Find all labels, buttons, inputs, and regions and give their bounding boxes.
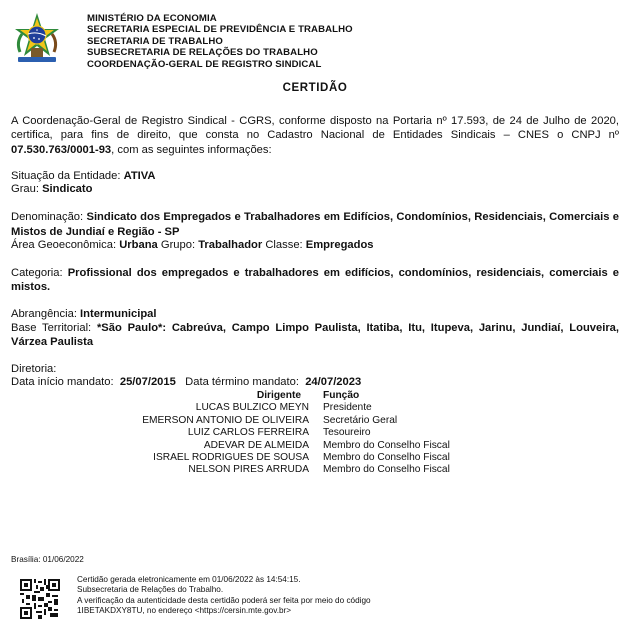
base-paragraph — [11, 321, 619, 350]
grau-line — [11, 183, 92, 197]
footer-line-gerada: Certidão gerada eletronicamente em 01/06/2022 às 14:54:15. — [77, 575, 301, 584]
mandato-line — [11, 376, 361, 390]
table-row — [11, 427, 450, 439]
place-date: Brasília: 01/06/2022 — [11, 555, 84, 564]
classe-label: Classe: — [265, 239, 303, 251]
classe-value: Empregados — [305, 239, 374, 251]
table-row — [11, 452, 450, 464]
diretoria-table — [11, 390, 450, 477]
grau-label: Grau: — [11, 183, 39, 195]
denominacao-label: Denominação: — [11, 211, 84, 223]
footer-line-verificacao: A verificação da autenticidade desta certidão poderá ser feita por meio do código — [77, 595, 371, 605]
footer-line-codigo: 1IBETAKDXY8TU, no endereço <https://cersin.mte.gov.br> — [77, 606, 292, 616]
abrangencia-value: Intermunicipal — [80, 308, 157, 320]
header-block — [87, 13, 353, 70]
brasao-emblem — [12, 12, 62, 64]
table-row — [11, 415, 450, 427]
intro-tail: , com as seguintes informações: — [111, 143, 272, 156]
dirigente-name: LUCAS BULZICO MEYN — [195, 402, 309, 414]
cnpj-value: 07.530.763/0001-93 — [11, 143, 112, 156]
dirigente-funcao: Presidente — [323, 402, 372, 414]
area-line — [11, 239, 374, 253]
situacao-value: ATIVA — [123, 170, 156, 182]
area-label: Área Geoeconômica: — [11, 239, 117, 251]
abrangencia-line — [11, 308, 157, 322]
inicio-value: 25/07/2015 — [119, 376, 176, 388]
base-value: *São Paulo*: Cabreúva, Campo Limpo Paulista, Itatiba, Itu, Itupeva, Jarinu, Jundiaí, Louveira, Várzea Paulista — [11, 322, 620, 349]
dirigente-funcao: Secretário Geral — [323, 414, 398, 426]
denominacao-value: Sindicato dos Empregados e Trabalhadores em Edifícios, Condomínios, Residenciais, Comerciais e Mistos de Jundiaí e Região - SP — [11, 211, 619, 238]
table-row — [11, 464, 450, 476]
area-value: Urbana — [119, 239, 158, 251]
header-line-secretaria-especial: SECRETARIA ESPECIAL DE PREVIDÊNCIA E TRABALHO — [87, 24, 353, 36]
inicio-label: Data início mandato: — [11, 376, 114, 388]
base-label: Base Territorial: — [11, 322, 92, 334]
dirigente-name: EMERSON ANTONIO DE OLIVEIRA — [142, 414, 309, 426]
termino-value: 24/07/2023 — [305, 376, 362, 388]
categoria-paragraph — [11, 266, 619, 295]
header-line-secretaria-trabalho: SECRETARIA DE TRABALHO — [87, 35, 223, 47]
grau-value: Sindicato — [42, 183, 93, 195]
dirigente-funcao: Membro do Conselho Fiscal — [323, 439, 450, 451]
grupo-value: Trabalhador — [198, 239, 263, 251]
dirigente-funcao: Membro do Conselho Fiscal — [323, 452, 450, 464]
document-title: CERTIDÃO — [282, 82, 348, 94]
diretoria-label: Diretoria: — [11, 363, 57, 375]
dirigente-name: NELSON PIRES ARRUDA — [188, 464, 309, 476]
intro-text: A Coordenação-Geral de Registro Sindical - CGRS, conforme disposto na Portaria nº 17.593, de 24 de Julho de 2020, certifica, para fins de direito, que consta no Cadastro Nacional de Entidades Sindicais – CNES o CNPJ nº — [11, 115, 619, 142]
col-dirigente: Dirigente — [256, 390, 301, 401]
table-header-row — [11, 390, 450, 402]
grupo-label: Grupo: — [160, 239, 196, 251]
header-line-ministerio: MINISTÉRIO DA ECONOMIA — [87, 13, 217, 24]
categoria-value: Profissional dos empregados e trabalhadores em edifícios, condomínios, residenciais, comerciais e mistos. — [11, 267, 620, 294]
footer-line-subsecretaria: Subsecretaria de Relações do Trabalho. — [77, 585, 224, 595]
categoria-label: Categoria: — [11, 267, 63, 279]
dirigente-name: ADEVAR DE ALMEIDA — [203, 439, 309, 451]
dirigente-funcao: Tesoureiro — [323, 427, 371, 439]
situacao-label: Situação da Entidade: — [11, 170, 121, 182]
termino-label: Data término mandato: — [185, 376, 299, 388]
abrangencia-label: Abrangência: — [11, 308, 77, 320]
table-row — [11, 440, 450, 452]
dirigente-name: LUIZ CARLOS FERREIRA — [187, 427, 309, 439]
footer-text — [77, 575, 371, 617]
dirigente-name: ISRAEL RODRIGUES DE SOUSA — [153, 452, 309, 464]
header-line-subsecretaria: SUBSECRETARIA DE RELAÇÕES DO TRABALHO — [87, 47, 318, 59]
table-row — [11, 402, 450, 414]
situacao-line — [11, 170, 156, 184]
denominacao-paragraph — [11, 210, 619, 239]
dirigente-funcao: Membro do Conselho Fiscal — [323, 464, 450, 476]
col-funcao: Função — [323, 390, 360, 401]
intro-paragraph — [11, 114, 619, 157]
header-line-coordenacao: COORDENAÇÃO-GERAL DE REGISTRO SINDICAL — [87, 58, 322, 70]
qr-code — [20, 579, 60, 619]
